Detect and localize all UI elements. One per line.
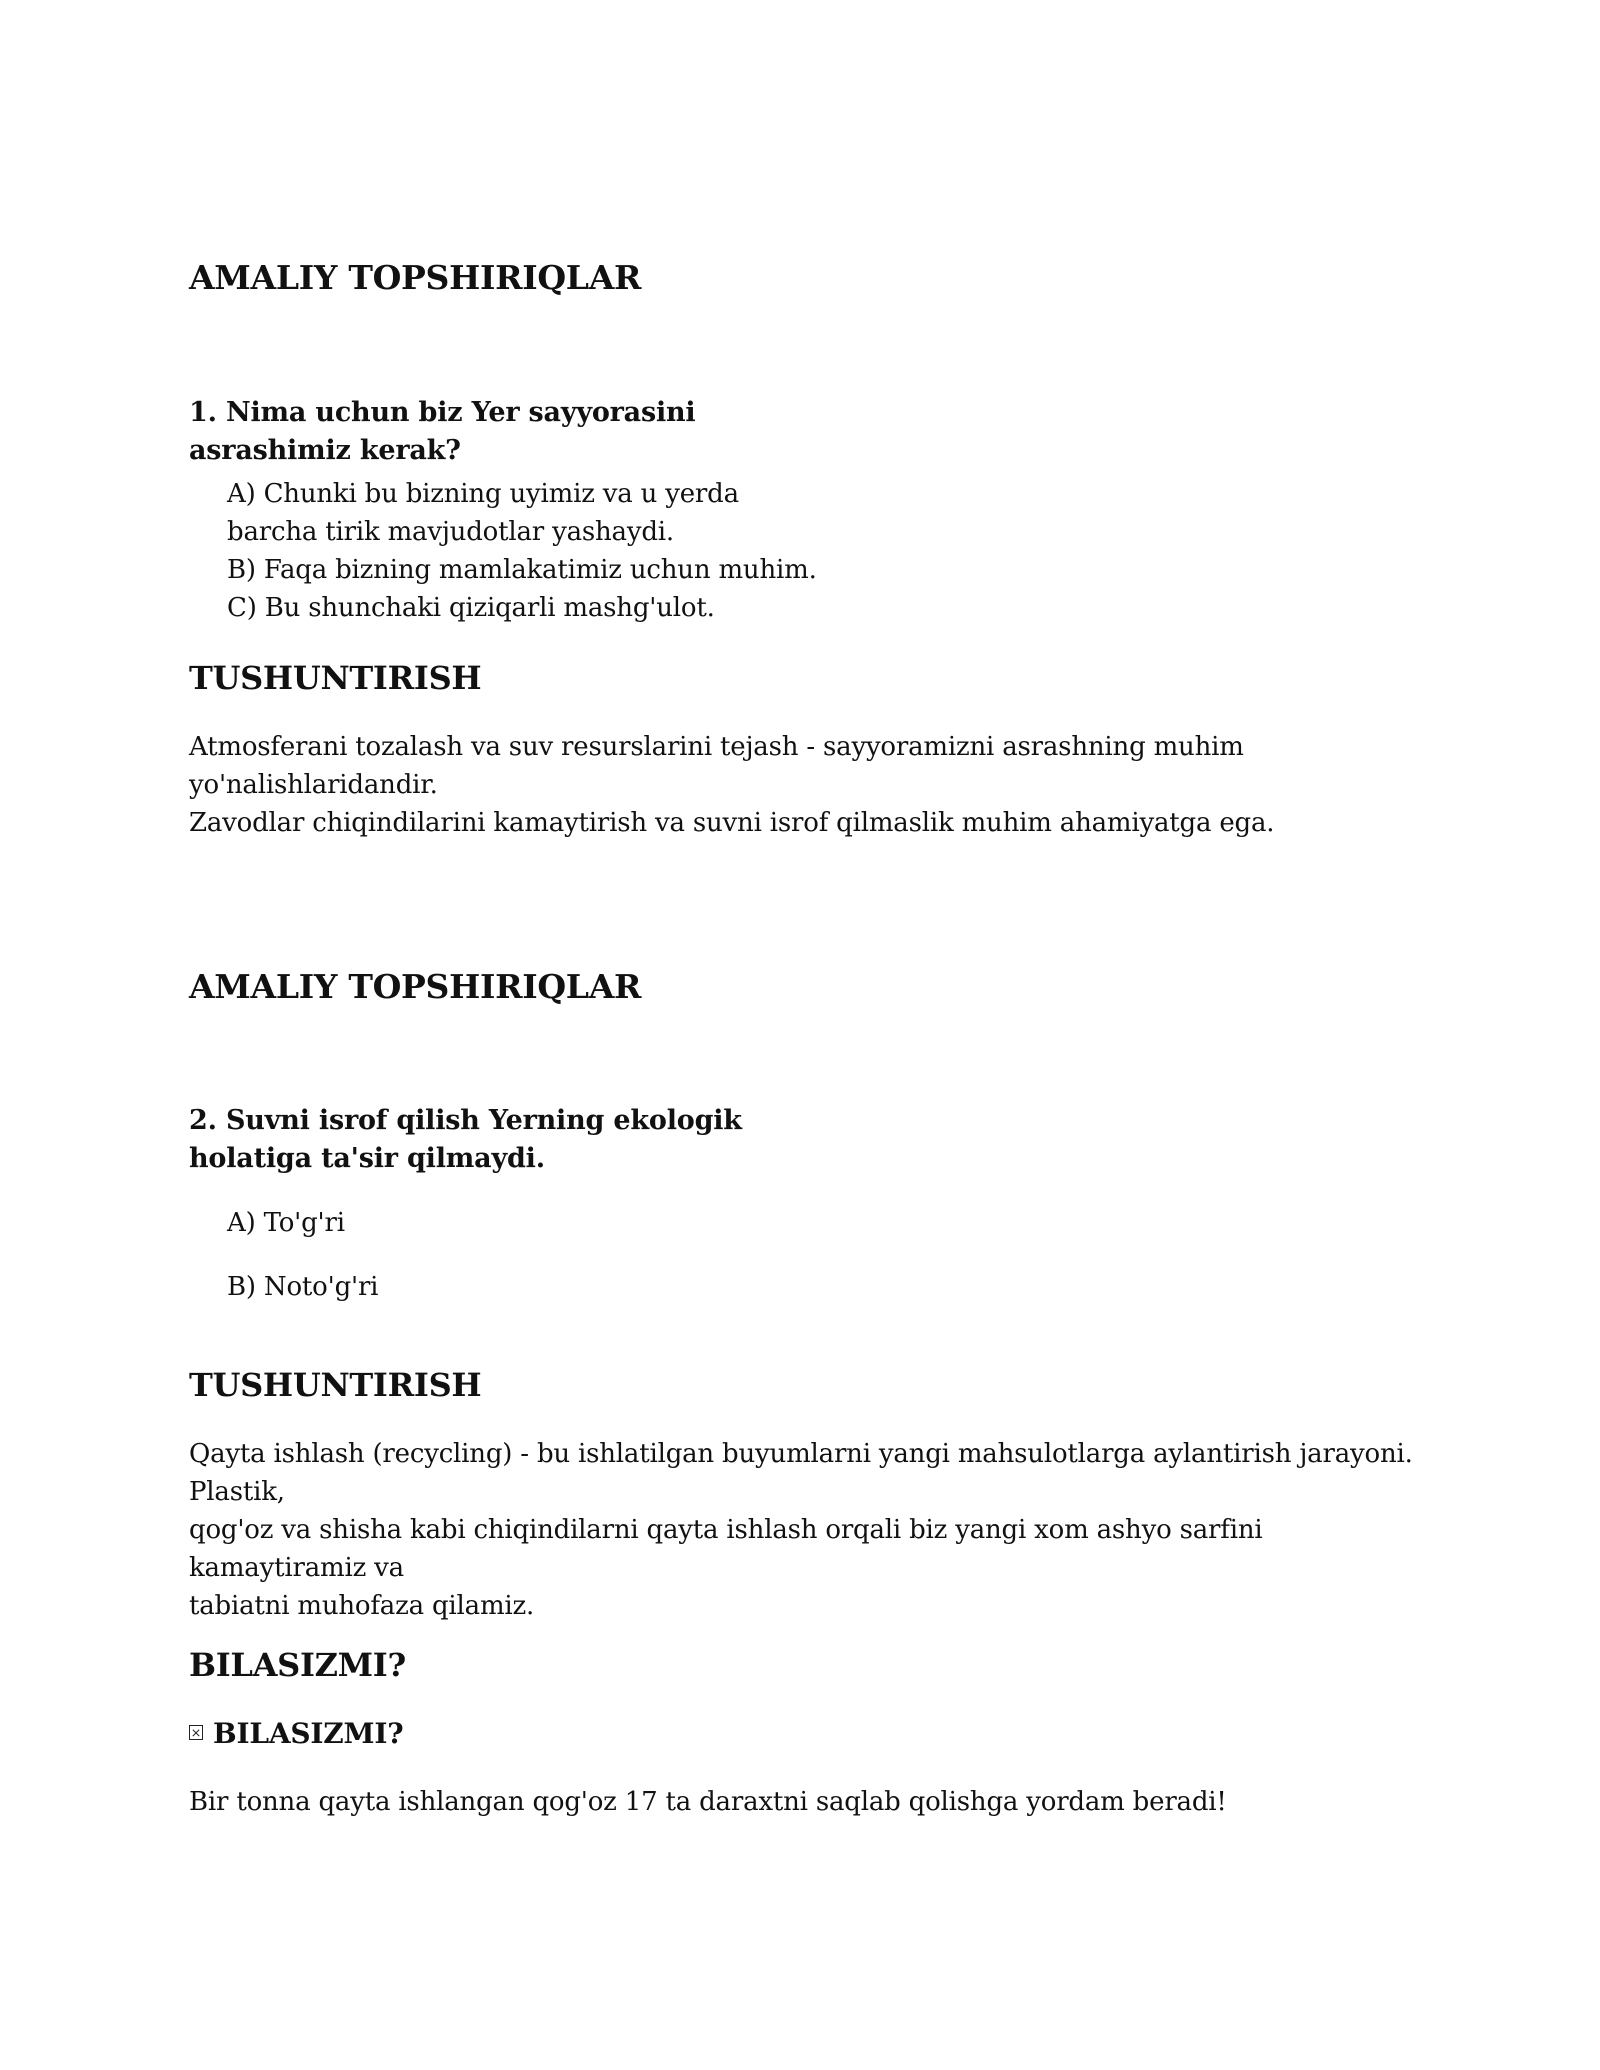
explanation-1-line-2: Zavodlar chiqindilarini kamaytirish va suvni isrof qilmaslik muhim ahamiyatga ega.	[189, 808, 1275, 838]
section-1-heading: AMALIY TOPSHIRIQLAR	[189, 258, 642, 297]
explanation-1-text	[189, 728, 1419, 842]
option-a: A) Chunki bu bizning uyimiz va u yerda	[227, 479, 739, 509]
option-b: B) Faqa bizning mamlakatimiz uchun muhim.	[227, 555, 817, 585]
explanation-2-line-2: qog'oz va shisha kabi chiqindilarni qayta ishlash orqali biz yangi xom ashyo sarfini kamaytiramiz va	[189, 1515, 1263, 1583]
explanation-2-line-3: tabiatni muhofaza qilamiz.	[189, 1591, 535, 1621]
question-1-options	[227, 475, 817, 627]
question-2-option-a: A) To'g'ri	[227, 1208, 345, 1238]
boxed-x-icon	[189, 1725, 203, 1740]
question-2-line-2: holatiga ta'sir qilmaydi.	[189, 1143, 545, 1174]
did-you-know-subheading	[189, 1715, 403, 1753]
explanation-1-line-1: Atmosferani tozalash va suv resurslarini tejash - sayyoramizni asrashning muhim yo'nalishlaridandir.	[189, 732, 1244, 800]
question-2-line-1: 2. Suvni isrof qilish Yerning ekologik	[189, 1105, 742, 1136]
question-2-option-b: B) Noto'g'ri	[227, 1272, 379, 1302]
explanation-2-line-1: Qayta ishlash (recycling) - bu ishlatilgan buyumlarni yangi mahsulotlarga aylantirish jarayoni. Plastik,	[189, 1439, 1413, 1507]
did-you-know-fact: Bir tonna qayta ishlangan qog'oz 17 ta daraxtni saqlab qolishga yordam beradi!	[189, 1787, 1227, 1817]
question-1	[189, 394, 696, 470]
section-2-heading: AMALIY TOPSHIRIQLAR	[189, 967, 642, 1006]
option-a-continued: barcha tirik mavjudotlar yashaydi.	[227, 517, 674, 547]
question-1-line-2: asrashimiz kerak?	[189, 435, 461, 466]
option-c: C) Bu shunchaki qiziqarli mashg'ulot.	[227, 593, 715, 623]
explanation-2-text	[189, 1435, 1419, 1625]
question-2	[189, 1102, 742, 1178]
explanation-2-heading: TUSHUNTIRISH	[189, 1366, 482, 1404]
did-you-know-subheading-label: BILASIZMI?	[213, 1717, 404, 1750]
question-1-line-1: 1. Nima uchun biz Yer sayyorasini	[189, 397, 696, 428]
did-you-know-heading: BILASIZMI?	[189, 1646, 406, 1684]
explanation-1-heading: TUSHUNTIRISH	[189, 659, 482, 697]
